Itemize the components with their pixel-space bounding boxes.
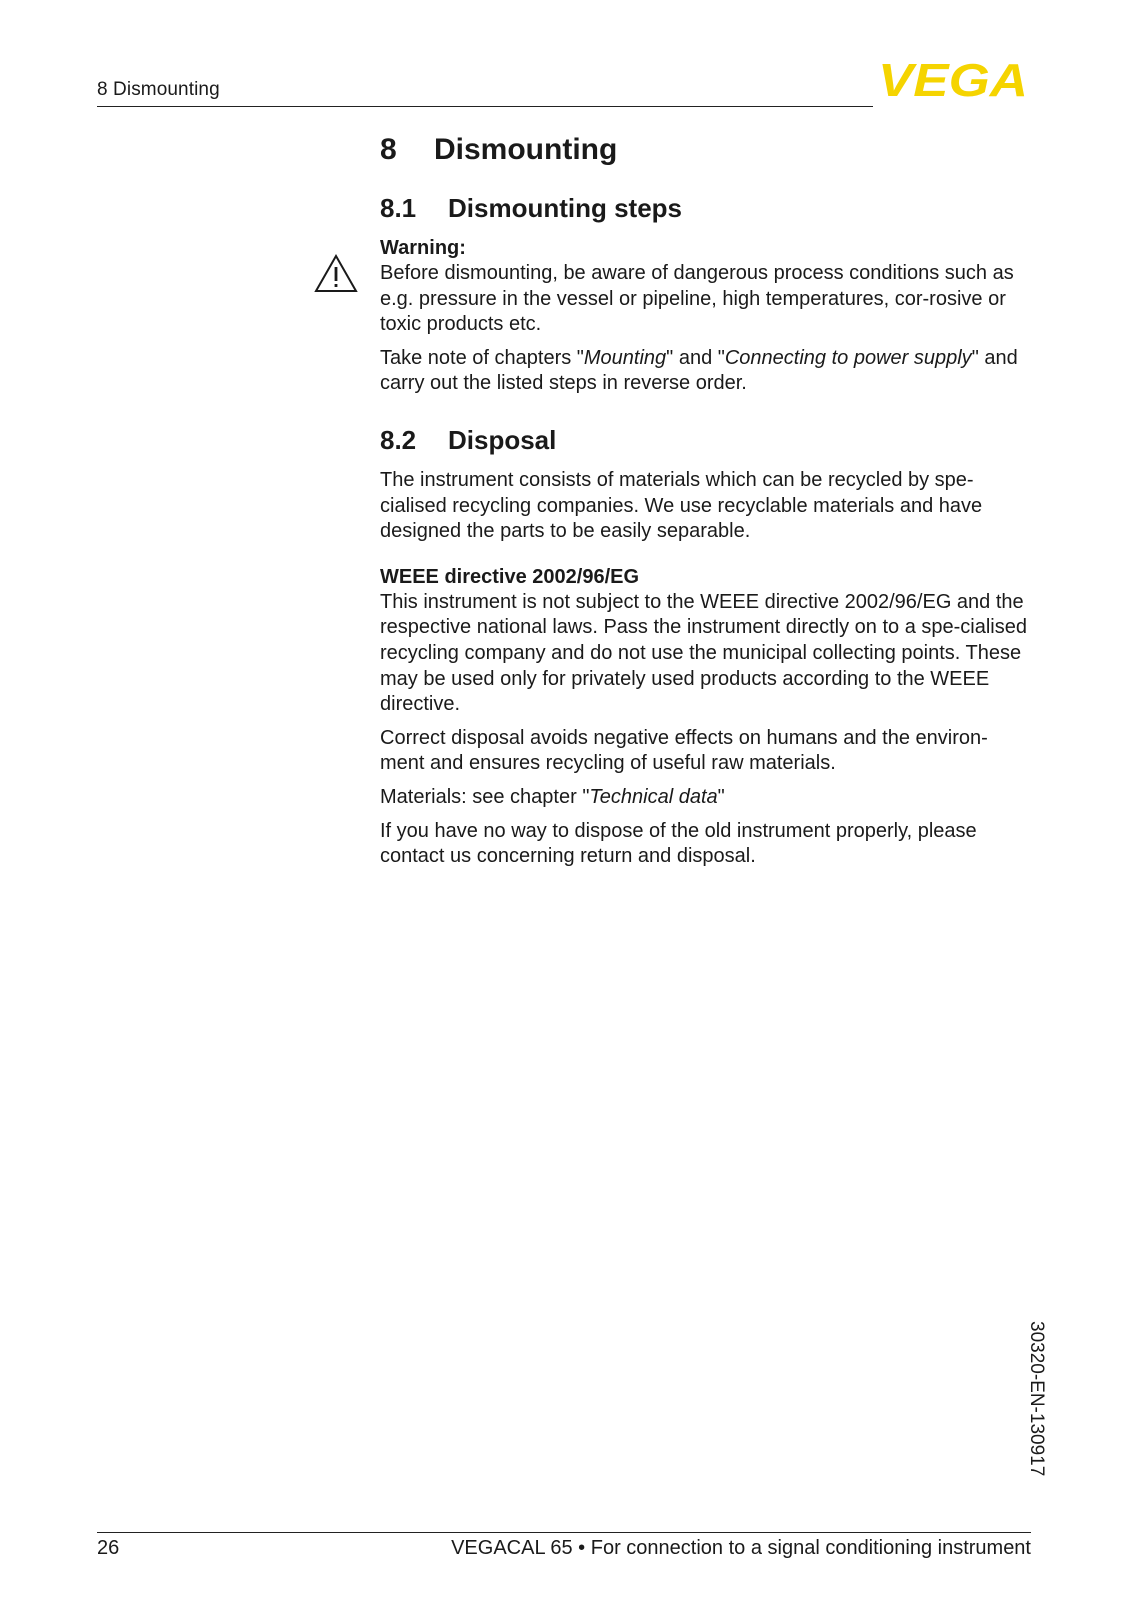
- chapter-number: 8: [380, 133, 397, 166]
- warning-triangle-icon: [314, 254, 358, 294]
- warning-label: Warning:: [380, 237, 466, 259]
- header-rule: [97, 106, 873, 107]
- materials-paragraph: [380, 785, 1030, 811]
- footer-doc-title: VEGACAL 65 • For connection to a signal conditioning instrument: [451, 1537, 1031, 1559]
- chapter-title: Dismounting: [434, 133, 618, 166]
- vega-logo: [878, 60, 1030, 98]
- note-post: " and carry out the listed steps in reverse order.: [380, 346, 1018, 395]
- warning-text: Before dismounting, be aware of dangerous process conditions such as e.g. pressure in the vessel or pipeline, high temperatures, cor-rosive or toxic products etc.: [380, 262, 1014, 336]
- section-number: 8.1: [380, 193, 417, 223]
- document-code: 30320-EN-130917: [1026, 1321, 1047, 1477]
- section-heading-disposal: [380, 424, 556, 456]
- note-paragraph: [380, 346, 1030, 397]
- materials-post: ": [717, 785, 725, 808]
- correct-disposal-text: Correct disposal avoids negative effects on humans and the environ-ment and ensures recycling of useful raw materials.: [380, 726, 988, 775]
- footer-rule: [97, 1532, 1031, 1533]
- contact-text: If you have no way to dispose of the old instrument properly, please contact us concerning return and disposal.: [380, 819, 977, 868]
- section-number: 8.2: [380, 425, 417, 455]
- materials-pre: Materials: see chapter ": [380, 785, 590, 808]
- logo-text: VEGA: [878, 60, 1028, 98]
- weee-label: WEEE directive 2002/96/EG: [380, 565, 640, 588]
- note-pre: Take note of chapters ": [380, 346, 584, 369]
- chapter-heading: [380, 132, 617, 168]
- chapter-ref-power-supply: Connecting to power supply: [724, 346, 972, 369]
- chapter-ref-mounting: Mounting: [583, 346, 667, 369]
- chapter-ref-technical-data: Technical data: [589, 785, 718, 808]
- section-title: Disposal: [448, 425, 557, 455]
- running-head: 8 Dismounting: [97, 79, 220, 100]
- disposal-intro: The instrument consists of materials which can be recycled by spe-cialised recycling companies. We use recyclable materials and have designed the parts to be easily separable.: [380, 469, 983, 543]
- weee-text: This instrument is not subject to the WEEE directive 2002/96/EG and the respective national laws. Pass the instrument directly on to a spe-cialised recycling company and do not use the municipal collecting points. These may be used only for privately used products according to the WEEE directive.: [380, 590, 1027, 716]
- section-title: Dismounting steps: [448, 193, 683, 223]
- note-mid: " and ": [666, 346, 725, 369]
- page-number: 26: [97, 1537, 120, 1559]
- section-heading-dismounting-steps: [380, 192, 682, 224]
